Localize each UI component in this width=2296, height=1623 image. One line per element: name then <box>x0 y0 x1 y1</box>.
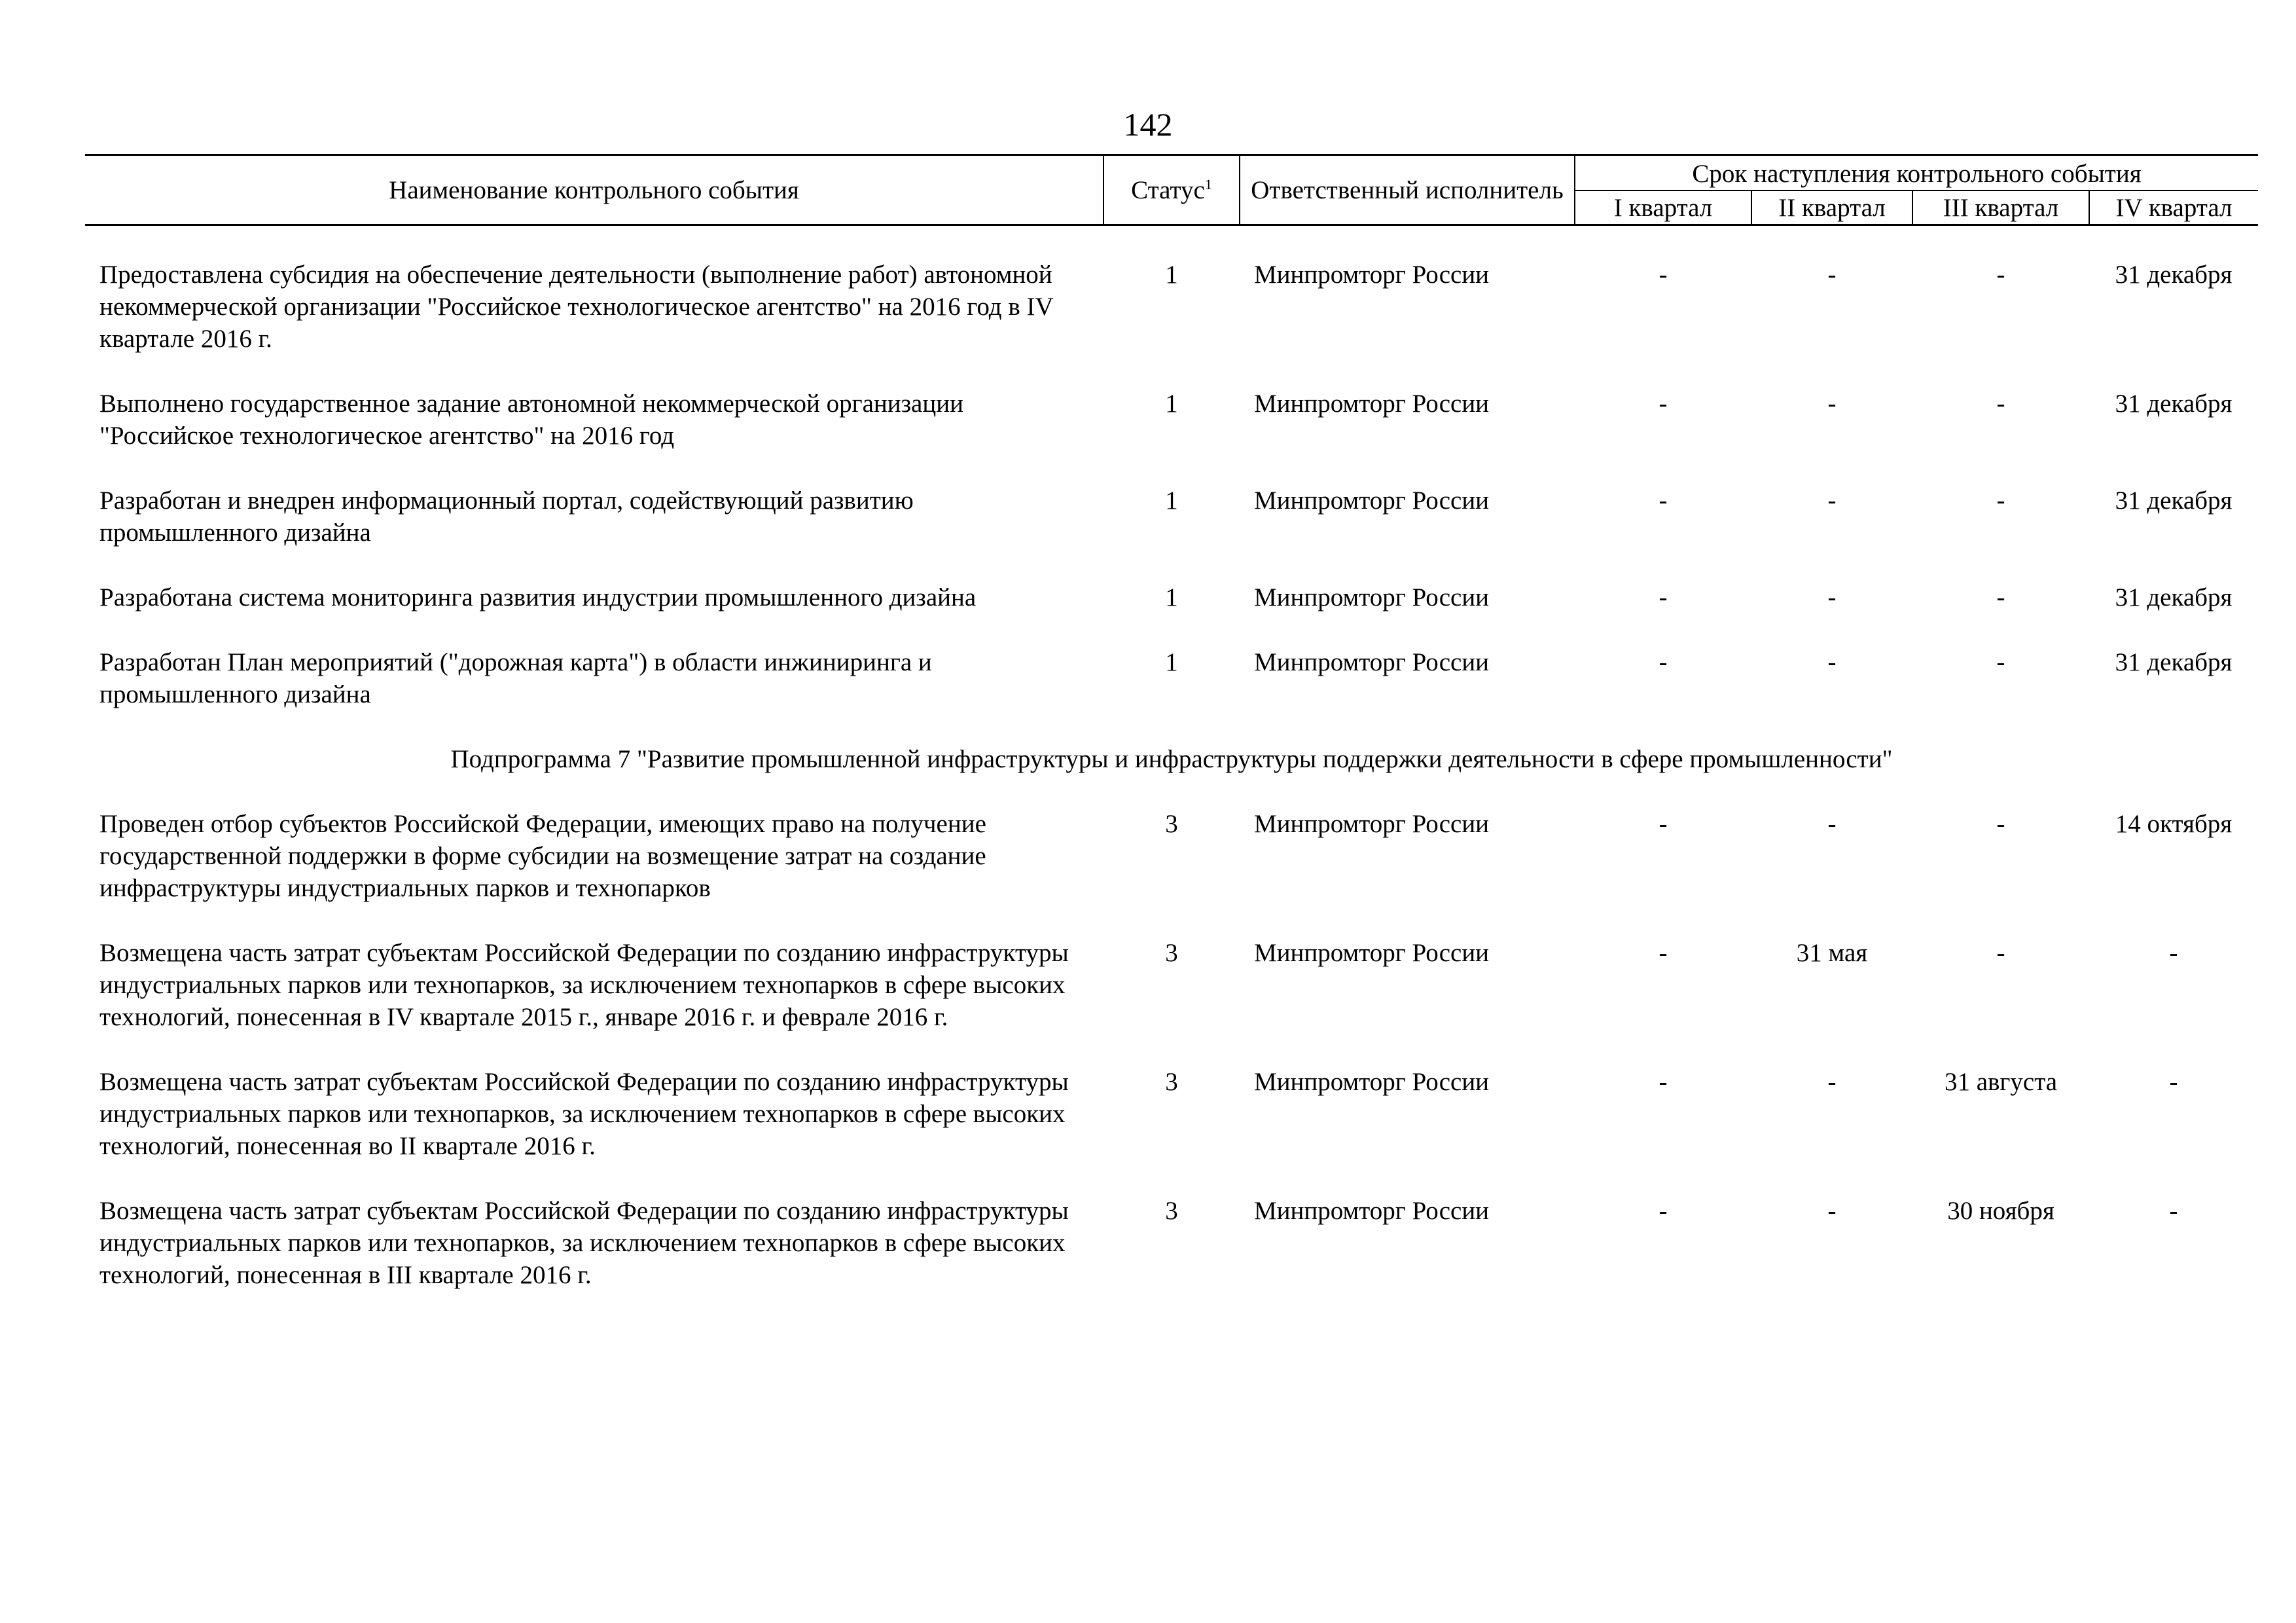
event-q3: - <box>1996 583 2005 611</box>
event-q1: - <box>1659 261 1668 289</box>
event-q3: - <box>1996 390 2005 418</box>
event-q1: - <box>1659 583 1668 611</box>
section-row <box>85 743 2258 775</box>
event-q2: - <box>1827 1197 1837 1225</box>
header-quarter-3: III квартал <box>1912 191 2089 225</box>
event-q4: 31 декабря <box>2115 583 2233 611</box>
event-q4: 31 декабря <box>2115 648 2233 676</box>
event-status: 1 <box>1165 390 1178 418</box>
event-q1: - <box>1659 1197 1668 1225</box>
event-q2: - <box>1827 1068 1837 1096</box>
event-q4: 31 декабря <box>2115 390 2233 418</box>
event-q3: - <box>1996 810 2005 838</box>
event-q1: - <box>1659 810 1668 838</box>
event-status: 1 <box>1165 261 1178 289</box>
table-row <box>85 484 2258 549</box>
event-executor: Минпромторг России <box>1254 939 1490 967</box>
event-q2: - <box>1827 390 1837 418</box>
event-name: Проведен отбор субъектов Российской Федерации, имеющих право на получение государственной поддержки в форме субсидии на возмещение затрат на создание инфраструктуры индустриальных парков и технопарков <box>99 810 986 902</box>
table-row <box>85 1066 2258 1162</box>
event-name: Разработан и внедрен информационный портал, содействующий развитию промышленного дизайна <box>99 486 914 547</box>
control-events-table <box>85 154 2258 1291</box>
table-row <box>85 937 2258 1033</box>
event-status: 3 <box>1165 1197 1178 1225</box>
event-executor: Минпромторг России <box>1254 1197 1490 1225</box>
header-deadline-group: Срок наступления контрольного события <box>1575 155 2258 191</box>
event-q2: - <box>1827 261 1837 289</box>
event-executor: Минпромторг России <box>1254 648 1490 676</box>
event-executor: Минпромторг России <box>1254 390 1490 418</box>
table-row <box>85 646 2258 710</box>
event-q3: - <box>1996 486 2005 515</box>
status-footnote-mark: 1 <box>1204 175 1212 192</box>
header-quarter-4: IV квартал <box>2089 191 2258 225</box>
event-name: Разработана система мониторинга развития индустрии промышленного дизайна <box>99 583 977 611</box>
event-status: 3 <box>1165 810 1178 838</box>
event-q3: - <box>1996 648 2005 676</box>
event-q1: - <box>1659 486 1668 515</box>
header-status: Статус$^1$ <box>1103 155 1240 225</box>
header-quarter-2: II квартал <box>1751 191 1912 225</box>
event-name: Выполнено государственное задание автономной некоммерческой организации "Российское технологическое агентство" на 2016 год <box>99 390 963 450</box>
event-name: Возмещена часть затрат субъектам Российской Федерации по созданию инфраструктуры индустриальных парков или технопарков, за исключением технопарков в сфере высоких технологий, понесенная в III квартале 2016 г. <box>99 1197 1069 1289</box>
event-q4: 31 декабря <box>2115 486 2233 515</box>
header-quarter-1: I квартал <box>1575 191 1751 225</box>
header-name: Наименование контрольного события <box>85 155 1103 225</box>
event-q2: - <box>1827 810 1837 838</box>
table-row <box>85 1195 2258 1291</box>
event-name: Предоставлена субсидия на обеспечение деятельности (выполнение работ) автономной некоммерческой организации "Российское технологическое агентство" на 2016 год в IV квартале 2016 г. <box>99 261 1053 353</box>
event-q4: - <box>2169 939 2178 967</box>
event-q4: - <box>2169 1197 2178 1225</box>
event-q3: 31 августа <box>1944 1068 2058 1096</box>
event-q1: - <box>1659 390 1668 418</box>
table-row <box>85 388 2258 452</box>
event-q4: - <box>2169 1068 2178 1096</box>
event-status: 3 <box>1165 1068 1178 1096</box>
event-q1: - <box>1659 1068 1668 1096</box>
section-title: Подпрограмма 7 "Развитие промышленной инфраструктуры и инфраструктуры поддержки деятельности в сфере промышленности" <box>450 745 1893 773</box>
event-status: 1 <box>1165 486 1178 515</box>
event-q3: - <box>1996 261 2005 289</box>
event-q1: - <box>1659 648 1668 676</box>
event-q2: - <box>1827 486 1837 515</box>
event-executor: Минпромторг России <box>1254 486 1490 515</box>
event-status: 3 <box>1165 939 1178 967</box>
event-status: 1 <box>1165 583 1178 611</box>
event-q2: - <box>1827 583 1837 611</box>
event-q3: - <box>1996 939 2005 967</box>
event-q2: 31 мая <box>1796 939 1868 967</box>
event-name: Возмещена часть затрат субъектам Российской Федерации по созданию инфраструктуры индустриальных парков или технопарков, за исключением технопарков в сфере высоких технологий, понесенная в IV квартале 2015 г., январе 2016 г. и феврале 2016 г. <box>99 939 1069 1031</box>
event-q4: 31 декабря <box>2115 261 2233 289</box>
event-executor: Минпромторг России <box>1254 583 1490 611</box>
page-number: 142 <box>1123 106 1173 143</box>
event-executor: Минпромторг России <box>1254 261 1490 289</box>
event-executor: Минпромторг России <box>1254 1068 1490 1096</box>
event-executor: Минпромторг России <box>1254 810 1490 838</box>
table-row <box>85 808 2258 904</box>
event-q2: - <box>1827 648 1837 676</box>
table-row <box>85 581 2258 613</box>
event-status: 1 <box>1165 648 1178 676</box>
header-executor: Ответственный исполнитель <box>1240 155 1575 225</box>
event-name: Разработан План мероприятий ("дорожная карта") в области инжиниринга и промышленного дизайна <box>99 648 932 708</box>
event-name: Возмещена часть затрат субъектам Российской Федерации по созданию инфраструктуры индустриальных парков или технопарков, за исключением технопарков в сфере высоких технологий, понесенная во II квартале 2016 г. <box>99 1068 1069 1160</box>
event-q4: 14 октября <box>2115 810 2233 838</box>
event-q1: - <box>1659 939 1668 967</box>
table-row <box>85 259 2258 355</box>
event-q3: 30 ноября <box>1947 1197 2054 1225</box>
